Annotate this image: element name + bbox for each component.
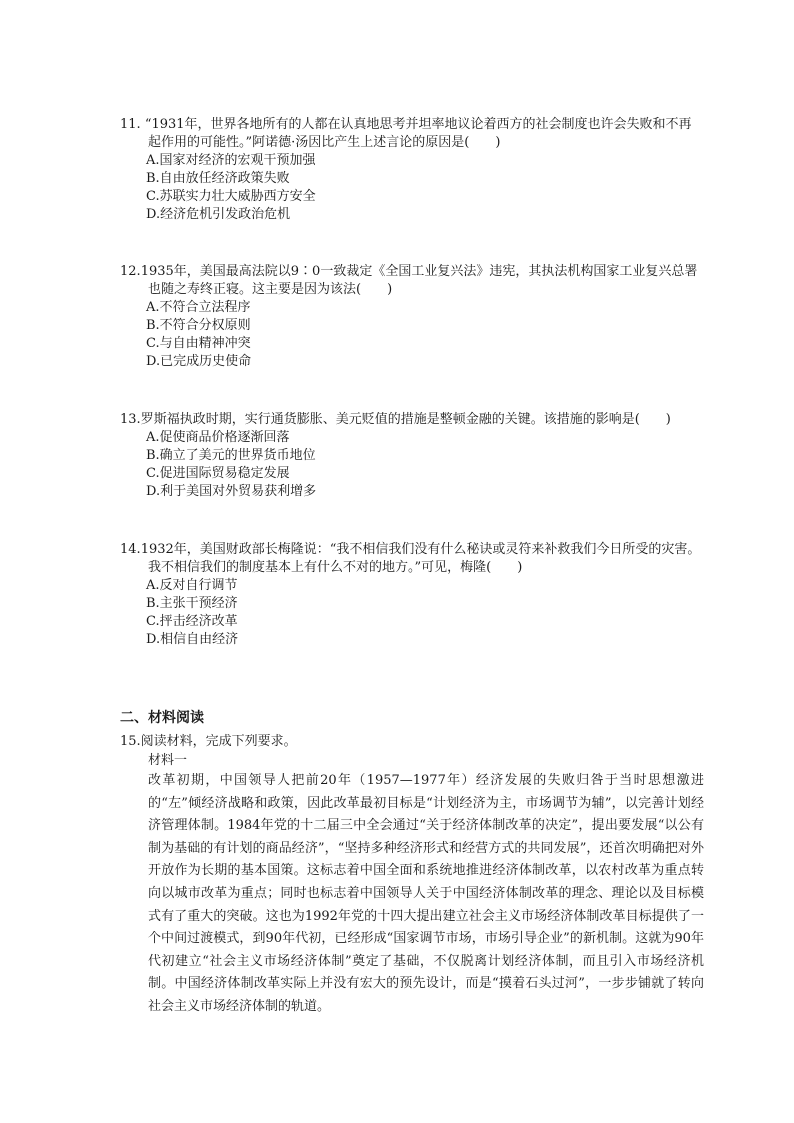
option-c: C.抨击经济改革: [146, 614, 238, 629]
option-c: C.与自由精神冲突: [146, 336, 251, 351]
question-number: 11.: [120, 117, 141, 132]
question-15-stem: 15.阅读材料，完成下列要求。: [120, 734, 297, 749]
material-text: 改革初期，中国领导人把前20年（1957—1977年）经济发展的失败归咎于当时思想激进的“左”倾经济战略和政策，因此改革最初目标是“计划经济为主，市场调节为辅”，以完善计划经济管理体制。1984年党的十二届三中全会通过“关于经济体制改革的决定”，提出要发展“以公有制为基础的有计划的商品经济”，“坚持多种经济形式和经营方式的共同发展”，还首次明确把对外开放作为长期的基本国策。这标志着中国全面和系统地推进经济体制改革，以农村改革为重点转向以城市改革为重点；同时也标志着中国领导人关于中国经济体制改革的理念、理论以及目标模式有了重大的突破。这也为1992年党的十四大提出建立社会主义市场经济体制改革目标提供了一个中间过渡模式，到90年代初，已经形成“国家调节市场，市场引导企业”的新机制。这就为90年代初建立“社会主义市场经济体制”奠定了基础，不仅脱离计划经济体制，而且引入市场经济机制。中国经济体制改革实际上并没有宏大的预先设计，而是“摸着石头过河”，一步步铺就了转向社会主义市场经济体制的轨道。: [148, 773, 704, 1014]
question-stem: [120, 541, 702, 577]
question-12: [120, 263, 702, 371]
option-d: D.已完成历史使命: [146, 354, 252, 369]
option-list: [120, 577, 702, 649]
option-a: A.不符合立法程序: [146, 300, 251, 315]
option-d: D.利于美国对外贸易获利增多: [146, 484, 317, 499]
option-c: C.苏联实力壮大威胁西方安全: [146, 189, 316, 204]
option-c: C.促进国际贸易稳定发展: [146, 466, 290, 481]
option-list: [120, 299, 702, 371]
section-title: 二、材料阅读: [120, 710, 204, 726]
question-stem: [120, 263, 702, 299]
question-14: [120, 541, 702, 649]
question-text: 罗斯福执政时期，实行通货膨胀、美元贬值的措施是整顿金融的关键。该措施的影响是( ): [140, 412, 671, 427]
option-list: [120, 152, 702, 224]
option-a: A.促使商品价格逐渐回落: [146, 430, 290, 445]
question-number: 12.: [120, 264, 141, 279]
option-d: D.经济危机引发政治危机: [146, 207, 291, 222]
question-13: [120, 411, 702, 501]
question-number: 14.: [120, 542, 141, 557]
option-b: B.自由放任经济政策失败: [146, 171, 290, 186]
question-text: 1932年，美国财政部长梅隆说：“我不相信我们没有什么秘诀或灵符来补救我们今日所受的灾害。我不相信我们的制度基本上有什么不对的地方。”可见，梅隆( ): [140, 542, 701, 575]
question-11: [120, 116, 702, 224]
question-number: 13.: [120, 412, 141, 427]
option-a: A.国家对经济的宏观干预加强: [146, 153, 316, 168]
option-d: D.相信自由经济: [146, 632, 239, 647]
option-b: B.主张干预经济: [146, 596, 238, 611]
material-label: 材料一: [148, 753, 188, 768]
question-text: “1931年，世界各地所有的人都在认真地思考并坦率地议论着西方的社会制度也许会失败和不再起作用的可能性。”阿诺德·汤因比产生上述言论的原因是( ): [144, 117, 692, 150]
question-text: 1935年，美国最高法院以9∶0一致裁定《全国工业复兴法》违宪，其执法机构国家工业复兴总署也随之寿终正寝。这主要是因为该法( ): [140, 264, 698, 297]
option-b: B.不符合分权原则: [146, 318, 251, 333]
option-list: [120, 429, 702, 501]
option-b: B.确立了美元的世界货币地位: [146, 448, 316, 463]
question-stem: [120, 116, 702, 152]
option-a: A.反对自行调节: [146, 578, 238, 593]
question-stem: [120, 411, 702, 429]
